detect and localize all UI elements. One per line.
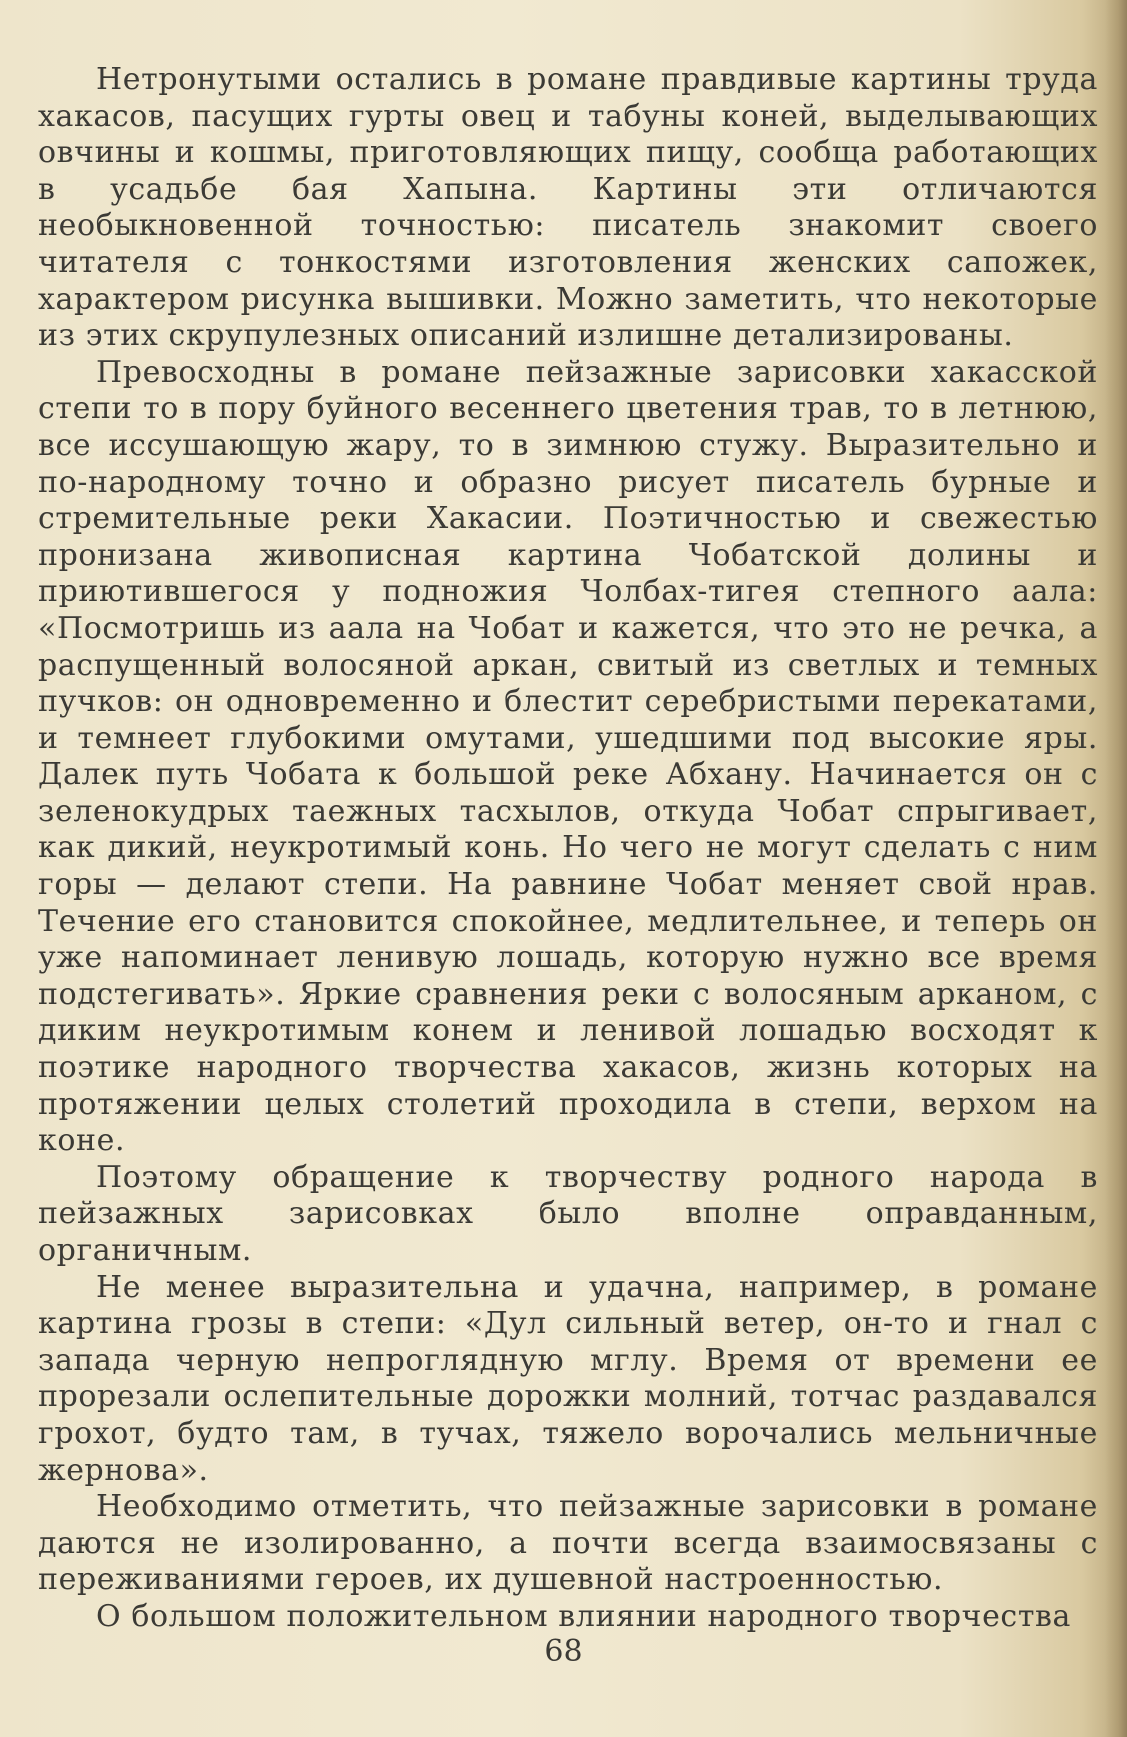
paragraph-4: Не менее выразительна и удачна, например, в романе картина грозы в степи: «Дул сильный ветер, он-то и гнал с запада черную непроглядную мглу. Время от времени ее прорезали ослепительные дорожки молний, тотчас раздавался грохот, будто там, в тучах, тяжело ворочались мельничные жернова».	[38, 1269, 1098, 1488]
paragraph-5: Необходимо отметить, что пейзажные зарисовки в романе даются не изолированно, а почти всегда взаимосвязаны с переживаниями героев, их душевной настроенностью.	[38, 1489, 1098, 1598]
paragraph-1: Нетронутыми остались в романе правдивые картины труда хакасов, пасущих гурты овец и табуны коней, выделывающих овчины и кошмы, приготовляющих пищу, сообща работающих в усадьбе бая Хапына. Картины эти отличаются необыкновенной точностью: писатель знакомит своего читателя с тонкостями изготовления женских сапожек, характером рисунка вышивки. Можно заметить, что некоторые из этих скрупулезных описаний излишне детализированы.	[38, 62, 1098, 354]
page-number: 68	[544, 1634, 583, 1669]
paragraph-3: Поэтому обращение к творчеству родного народа в пейзажных зарисовках было вполне оправданным, органичным.	[38, 1159, 1098, 1268]
page-edge-shadow	[1105, 0, 1127, 1737]
paragraph-2: Превосходны в романе пейзажные зарисовки хакасской степи то в пору буйного весеннего цветения трав, то в летнюю, все иссушающую жару, то в зимнюю стужу. Выразительно и по-народному точно и образно рисует писатель бурные и стремительные реки Хакасии. Поэтичностью и свежестью пронизана живописная картина Чобатской долины и приютившегося у подножия Чолбах-тигея степного аала: «Посмотришь из аала на Чобат и кажется, что это не речка, а распущенный волосяной аркан, свитый из светлых и темных пучков: он одновременно и блестит серебристыми перекатами, и темнеет глубокими омутами, ушедшими под высокие яры. Далек путь Чобата к большой реке Абхану. Начинается он с зеленокудрых таежных тасхылов, откуда Чобат спрыгивает, как дикий, неукротимый конь. Но чего не могут сделать с ним горы — делают степи. На равнине Чобат меняет свой нрав. Течение его становится спокойнее, медлительнее, и теперь он уже напоминает ленивую лошадь, которую нужно все время подстегивать». Яркие сравнения реки с волосяным арканом, с диким неукротимым конем и ленивой лошадью восходят к поэтике народного творчества хакасов, жизнь которых на протяжении целых столетий проходила в степи, верхом на коне.	[38, 354, 1098, 1159]
body-text	[38, 62, 1098, 1636]
paragraph-6: О большом положительном влиянии народного творчества	[96, 1598, 1071, 1634]
